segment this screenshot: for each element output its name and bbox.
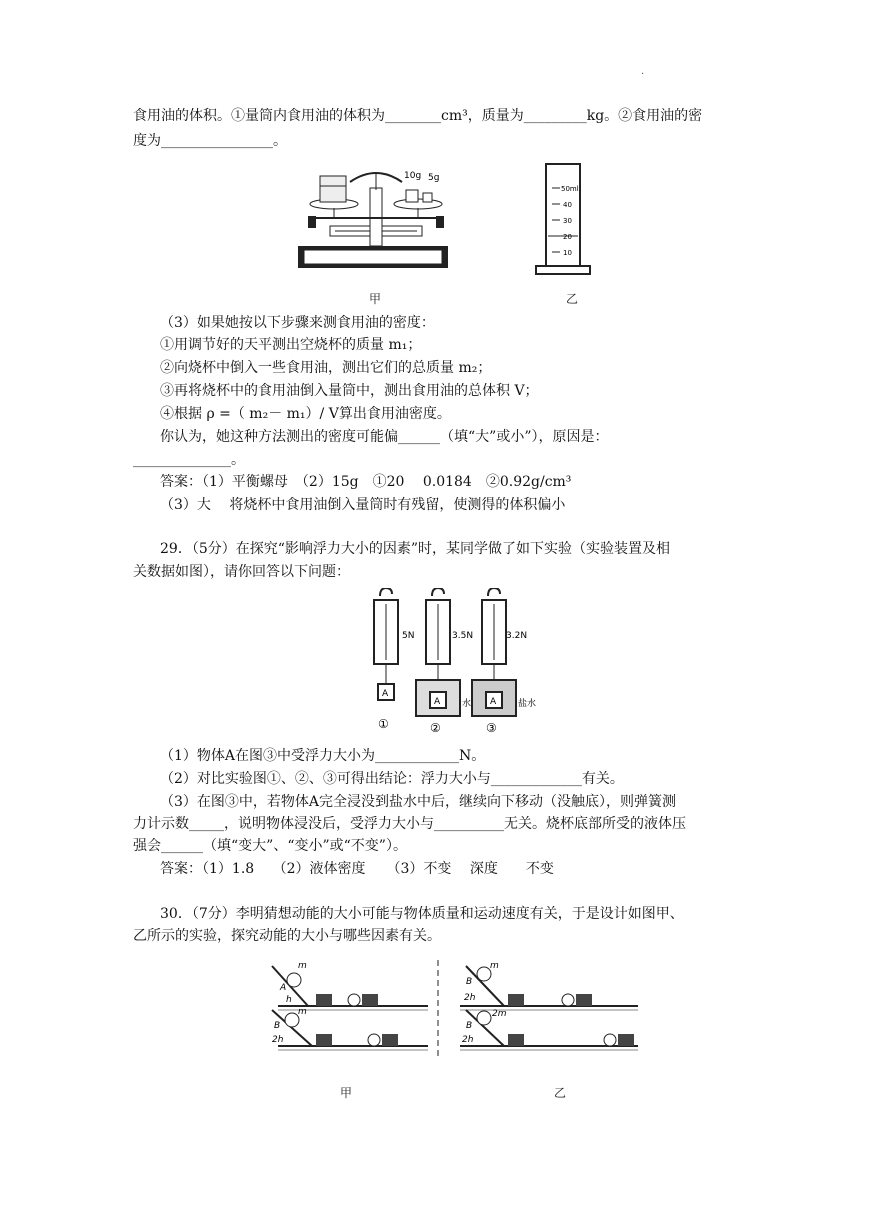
question-line: 乙所示的实验，探究动能的大小与哪些因素有关。 (133, 928, 441, 944)
question-line: 力计示数_____，说明物体浸没后，受浮力大小与__________无关。烧杯底部所受的液体压 (133, 816, 686, 832)
figure-caption: 乙 (554, 1086, 567, 1100)
figure-number: ① (378, 717, 389, 731)
text-line: ④根据 ρ =（ m₂－ m₁）/ V算出食用油密度。 (160, 406, 451, 422)
text-line: ①用调节好的天平测出空烧杯的质量 m₁； (160, 337, 422, 353)
text-line: ③再将烧杯中的食用油倒入量筒中，测出食用油的总体积 V； (160, 383, 539, 399)
balance-cylinder-figure (290, 158, 620, 308)
question-line: 强会______（填“变大”、“变小”或“不变”）。 (133, 838, 407, 854)
question-line: （3）在图③中，若物体A完全浸没到盐水中后，继续向下移动（没触底），则弹簧测 (160, 794, 677, 810)
cylinder-mark: 10 (563, 249, 572, 257)
scale-3 (472, 588, 536, 735)
figure-number: ② (430, 721, 441, 735)
cylinder-mark: 50ml (561, 185, 579, 193)
scale-2 (416, 588, 473, 735)
height-label: 2h (462, 1035, 474, 1045)
kinetic-energy-figure (268, 958, 648, 1058)
scale-reading: 3.2N (506, 631, 528, 641)
scale-reading: 5N (402, 631, 415, 641)
panel-left (272, 961, 428, 1050)
object-label: A (382, 689, 389, 699)
point-label: B (466, 977, 473, 987)
panel-right (460, 961, 638, 1050)
page-dot: . (641, 66, 645, 77)
question-line: 关数据如图），请你回答以下问题： (133, 564, 350, 580)
answer-line: 答案：（1）平衡螺母 （2）15g ①20 0.0184 ②0.92g/cm³ (160, 474, 572, 490)
cylinder-mark: 40 (563, 201, 572, 209)
weight-label: 10g (404, 171, 422, 181)
figure-number: ③ (486, 721, 497, 735)
weight-label: 5g (428, 173, 440, 183)
question-line: 30．（7分）李明猜想动能的大小可能与物体质量和运动速度有关，于是设计如图甲、 (160, 906, 684, 922)
scale-reading: 3.5N (452, 631, 474, 641)
text-line: 你认为，她这种方法测出的密度可能偏______（填“大”或小”），原因是： (160, 429, 609, 445)
cylinder-mark: 30 (563, 217, 572, 225)
figure-caption: 乙 (566, 292, 579, 306)
text-line: ②向烧杯中倒入一些食用油，测出它们的总质量 m₂； (160, 360, 492, 376)
spring-scale-figure (360, 588, 540, 738)
mass-label: m (298, 1007, 307, 1017)
mass-label: 2m (492, 1009, 507, 1019)
cylinder-mark: 20 (563, 233, 572, 241)
mass-label: m (490, 961, 499, 971)
scale-1 (374, 588, 414, 731)
question-line: （1）物体A在图③中受浮力大小为____________N。 (160, 748, 486, 764)
liquid-label: 盐水 (518, 699, 537, 709)
text-line: 度为________________。 (133, 133, 287, 149)
question-line: （2）对比实验图①、②、③可得出结论：浮力大小与_____________有关。 (160, 771, 624, 787)
figure-caption: 甲 (340, 1086, 353, 1100)
text-line: 食用油的体积。①量筒内食用油的体积为________cm³，质量为_________kg。②食用油的密 (133, 108, 703, 124)
text-line: （3）如果她按以下步骤来测食用油的密度： (160, 315, 435, 331)
height-label: 2h (464, 993, 476, 1003)
text-line: ______________。 (133, 452, 245, 468)
liquid-label: 水 (462, 699, 472, 709)
object-label: A (434, 697, 441, 707)
point-label: B (466, 1021, 473, 1031)
height-label: 2h (272, 1035, 284, 1045)
mass-label: m (298, 961, 307, 971)
figure-caption: 甲 (369, 292, 382, 306)
question-line: 29．（5分）在探究“影响浮力大小的因素”时，某同学做了如下实验（实验装置及相 (160, 541, 671, 557)
answer-line: 答案：（1）1.8 （2）液体密度 （3）不变 深度 不变 (160, 861, 554, 877)
answer-line: （3）大 将烧杯中食用油倒入量筒时有残留，使测得的体积偏小 (160, 497, 566, 513)
point-label: B (274, 1021, 281, 1031)
point-label: A (280, 983, 287, 993)
object-label: A (490, 697, 497, 707)
height-label: h (286, 995, 292, 1005)
